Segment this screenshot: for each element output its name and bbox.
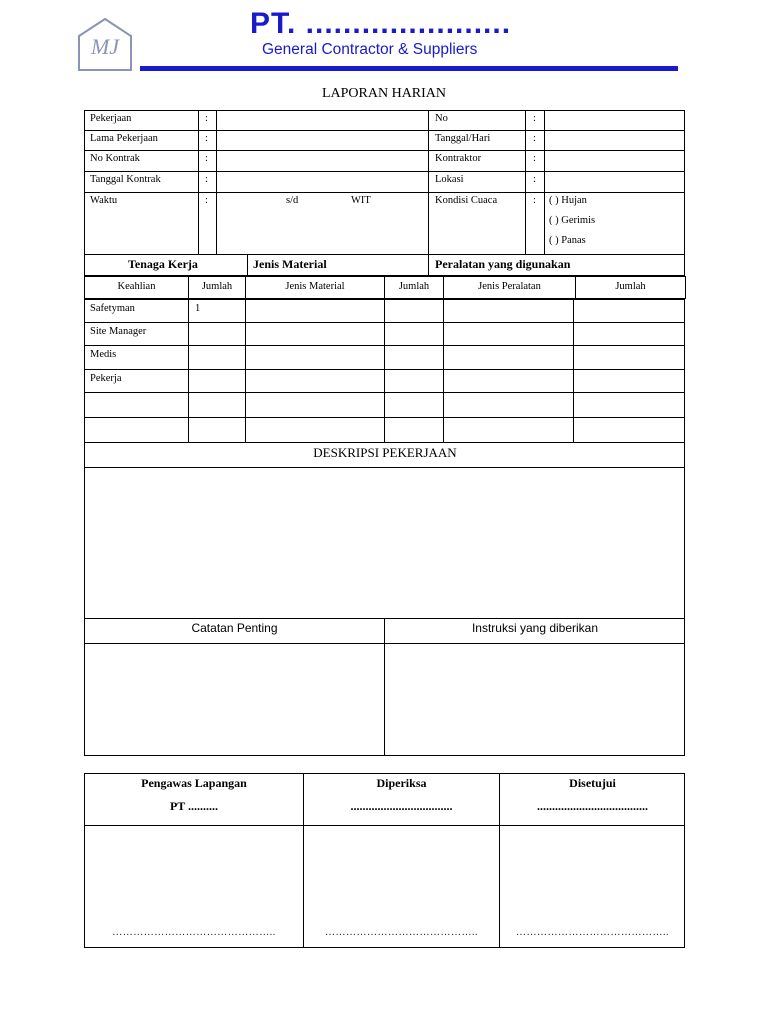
- colon-waktu: :: [205, 195, 208, 206]
- header-jenis-material: Jenis Material: [253, 257, 327, 271]
- label-lama-pekerjaan: Lama Pekerjaan: [90, 133, 158, 144]
- colon-no: :: [533, 113, 536, 124]
- document-title: LAPORAN HARIAN: [321, 86, 447, 101]
- label-no-kontrak: No Kontrak: [90, 153, 140, 164]
- col-jumlah-2: Jumlah: [398, 281, 430, 292]
- signature-disetujui-line: ……………………………………..: [516, 927, 669, 938]
- row-keahlian-safetyman: Safetyman: [90, 303, 135, 314]
- col-jumlah-1: Jumlah: [201, 281, 233, 292]
- instruksi-title: Instruksi yang diberikan: [471, 621, 599, 635]
- col-jumlah-3: Jumlah: [615, 281, 646, 292]
- colon-lokasi: :: [533, 174, 536, 185]
- waktu-wit-label: WIT: [351, 195, 371, 206]
- label-kontraktor: Kontraktor: [435, 153, 482, 164]
- col-keahlian: Keahlian: [117, 281, 156, 292]
- catatan-penting-title: Catatan Penting: [191, 621, 278, 635]
- colon-tanggal-kontrak: :: [205, 174, 208, 185]
- label-tanggal-kontrak: Tanggal Kontrak: [90, 174, 161, 185]
- catatan-penting-area[interactable]: [86, 645, 383, 754]
- signature-pengawas-subtitle: PT ..........: [169, 799, 219, 813]
- col-jenis-peralatan: Jenis Peralatan: [478, 281, 541, 292]
- cuaca-option-panas[interactable]: ( ) Panas: [549, 235, 586, 246]
- label-waktu: Waktu: [90, 195, 118, 206]
- row-keahlian-pekerja: Pekerja: [90, 373, 122, 384]
- cuaca-option-gerimis[interactable]: ( ) Gerimis: [549, 215, 596, 226]
- instruksi-area[interactable]: [386, 645, 683, 754]
- label-lokasi: Lokasi: [435, 174, 464, 185]
- label-pekerjaan: Pekerjaan: [90, 113, 132, 124]
- logo-text: MJ: [90, 34, 120, 59]
- cuaca-option-hujan[interactable]: ( ) Hujan: [549, 195, 587, 206]
- colon-kontraktor: :: [533, 153, 536, 164]
- colon-cuaca: :: [533, 195, 536, 206]
- deskripsi-title: DESKRIPSI PEKERJAAN: [313, 445, 457, 460]
- label-tanggal-hari: Tanggal/Hari: [435, 133, 491, 144]
- row-jumlah-safetyman: 1: [195, 303, 201, 314]
- signature-pengawas-title: Pengawas Lapangan: [141, 776, 247, 790]
- signature-diperiksa-title: Diperiksa: [376, 776, 427, 790]
- colon-no-kontrak: :: [205, 153, 208, 164]
- label-no: No: [435, 113, 448, 124]
- signature-disetujui-subtitle: .....................................: [537, 799, 648, 813]
- deskripsi-content-area[interactable]: [86, 469, 683, 617]
- colon-lama: :: [205, 133, 208, 144]
- colon-pekerjaan: :: [205, 113, 208, 124]
- colon-tanggal: :: [533, 133, 536, 144]
- row-keahlian-medis: Medis: [90, 349, 117, 360]
- waktu-sd-label: s/d: [286, 195, 299, 206]
- company-name: PT. ......................: [250, 7, 512, 40]
- signature-disetujui-title: Disetujui: [569, 776, 616, 790]
- header-peralatan: Peralatan yang digunakan: [435, 257, 571, 271]
- row-keahlian-site-manager: Site Manager: [90, 326, 147, 337]
- signature-diperiksa-line: ……………………………………..: [325, 927, 478, 938]
- company-tagline: General Contractor & Suppliers: [262, 41, 478, 58]
- header-tenaga-kerja: Tenaga Kerja: [128, 257, 198, 271]
- label-kondisi-cuaca: Kondisi Cuaca: [435, 195, 498, 206]
- signature-pengawas-line: ………………………………………..: [112, 927, 276, 938]
- col-jenis-material: Jenis Material: [285, 281, 345, 292]
- signature-diperiksa-subtitle: ..................................: [350, 799, 453, 813]
